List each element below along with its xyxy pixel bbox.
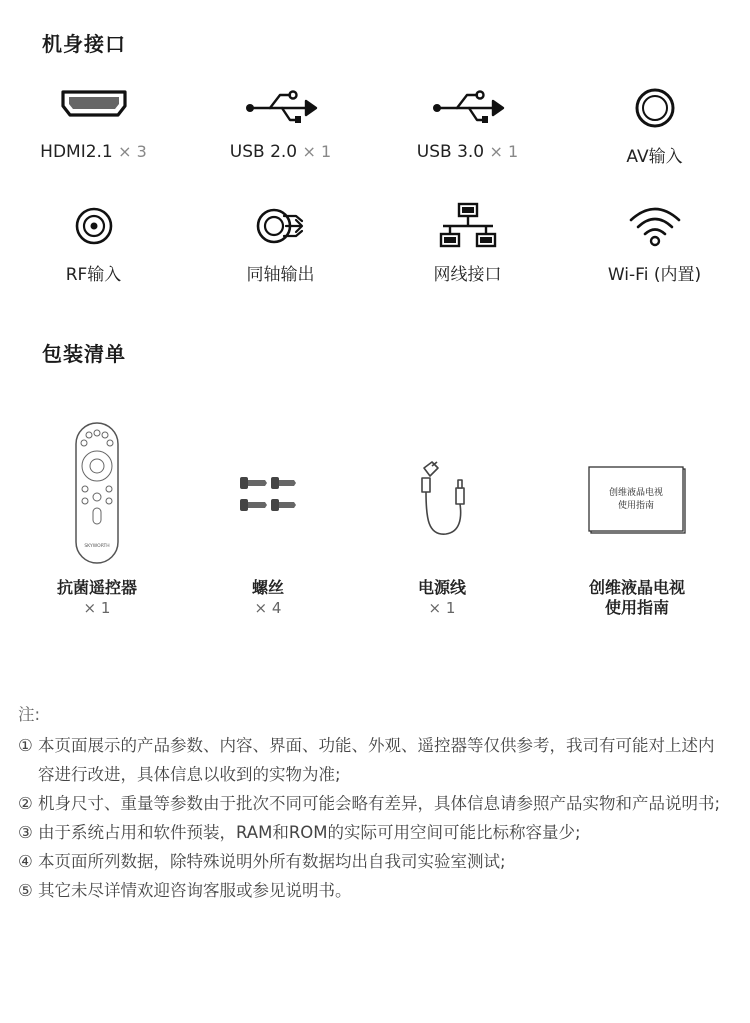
ethernet-network-icon — [423, 200, 513, 256]
note-text: 本页面所列数据，除特殊说明外所有数据均出自我司实验室测试; — [38, 852, 506, 871]
port-label — [0, 142, 187, 162]
port-label — [374, 142, 561, 162]
port-wifi — [561, 200, 748, 318]
port-label — [374, 260, 561, 285]
port-usb2 — [187, 82, 374, 200]
port-ethernet — [374, 200, 561, 318]
port-hdmi — [0, 82, 187, 200]
note-number: ③ — [18, 823, 33, 842]
usb-icon — [236, 82, 326, 138]
port-count: × 3 — [118, 142, 147, 161]
note-number: ④ — [18, 852, 33, 871]
port-name: RF输入 — [65, 265, 122, 285]
port-usb3 — [374, 82, 561, 200]
port-label — [187, 260, 374, 285]
remote-logo: SKYWORTH — [84, 544, 110, 549]
remote-control-icon — [72, 421, 122, 566]
wifi-icon — [610, 200, 700, 256]
port-label — [0, 260, 187, 285]
interfaces-title: 机身接口 — [42, 32, 126, 56]
port-label — [561, 260, 748, 285]
port-name: USB 2.0 — [229, 142, 298, 162]
package-item-name: 抗菌遥控器 — [56, 578, 137, 597]
usb-icon — [423, 82, 513, 138]
manual-booklet-icon — [587, 465, 687, 535]
package-item-qty: × 1 — [428, 599, 456, 617]
port-name: HDMI2.1 — [40, 142, 113, 162]
port-av — [561, 82, 748, 200]
note-item — [18, 876, 730, 905]
package-item-name: 创维液晶电视 使用指南 — [588, 578, 685, 617]
port-label — [187, 142, 374, 162]
port-label — [561, 142, 748, 167]
note-text: 机身尺寸、重量等参数由于批次不同可能会略有差异，具体信息请参照产品实物和产品说明书; — [38, 794, 721, 813]
package-item-qty: × 4 — [254, 599, 282, 617]
port-row — [0, 82, 750, 200]
port-name: 同轴输出 — [246, 265, 315, 285]
power-cord-icon — [410, 458, 474, 548]
note-text: 由于系统占用和软件预装，RAM和ROM的实际可用空间可能比标称容量少; — [38, 823, 581, 842]
note-item — [18, 731, 730, 789]
rf-input-icon — [49, 200, 139, 256]
port-name: USB 3.0 — [416, 142, 485, 162]
port-count: × 1 — [489, 142, 519, 161]
package-item-name: 电源线 — [417, 578, 466, 597]
port-coaxial — [187, 200, 374, 318]
package-grid — [0, 415, 750, 630]
port-name: 网线接口 — [433, 265, 502, 285]
note-number: ⑤ — [18, 881, 33, 900]
package-item-name: 螺丝 — [251, 578, 284, 597]
note-text: 其它未尽详情欢迎咨询客服或参见说明书。 — [38, 881, 352, 900]
av-input-icon — [610, 82, 700, 138]
package-title: 包装清单 — [42, 342, 126, 366]
note-text: 本页面展示的产品参数、内容、界面、功能、外观、遥控器等仅供参考，我司有可能对上述内容进行改进，具体信息以收到的实物为准; — [38, 736, 715, 784]
port-rf — [0, 200, 187, 318]
package-item-qty: × 1 — [83, 599, 111, 617]
screws-icon — [237, 471, 299, 517]
notes-header: 注: — [18, 705, 41, 724]
note-item — [18, 818, 730, 847]
manual-cover-line1: 创维液晶电视 — [608, 488, 664, 498]
port-count: × 1 — [302, 142, 332, 161]
manual-cover-line2: 使用指南 — [617, 501, 655, 511]
hdmi-port-icon — [49, 82, 139, 138]
notes-section — [18, 700, 730, 905]
port-name: Wi-Fi (内置) — [607, 265, 702, 285]
port-grid — [0, 82, 750, 318]
port-name: AV输入 — [626, 147, 683, 167]
port-row — [0, 200, 750, 318]
note-number: ① — [18, 736, 33, 755]
note-number: ② — [18, 794, 33, 813]
note-item — [18, 789, 730, 818]
coaxial-output-icon — [236, 200, 326, 256]
note-item — [18, 847, 730, 876]
